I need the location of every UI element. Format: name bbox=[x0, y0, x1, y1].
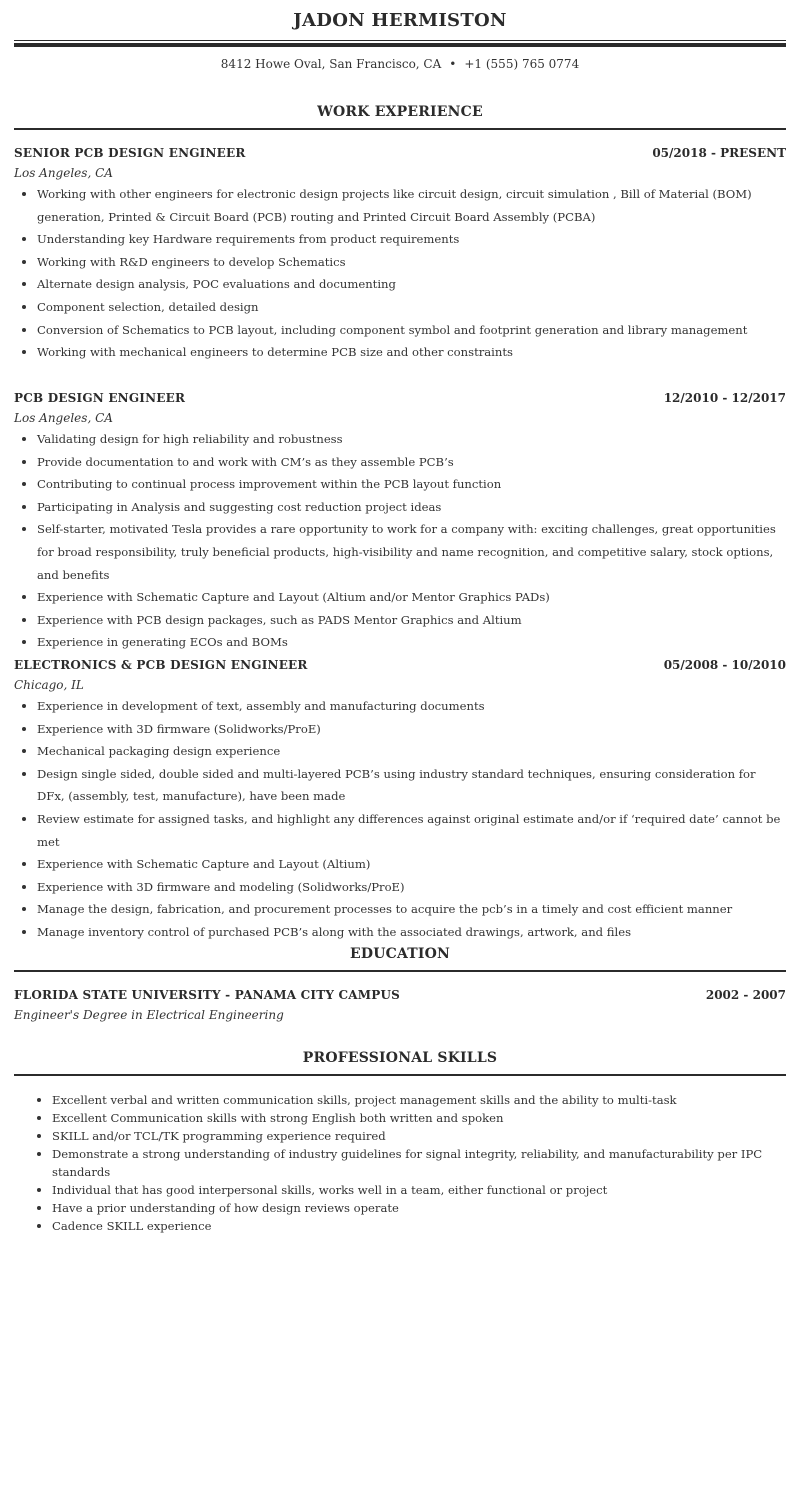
list-item: Individual that has good interpersonal skills, works well in a team, either functional or project bbox=[52, 1181, 786, 1199]
education-entry bbox=[14, 988, 786, 1025]
list-item: Working with R&D engineers to develop Schematics bbox=[37, 251, 786, 274]
list-item: SKILL and/or TCL/TK programming experience required bbox=[52, 1127, 786, 1145]
job-entry bbox=[14, 658, 786, 944]
contact-separator: • bbox=[449, 57, 457, 71]
phone: +1 (555) 765 0774 bbox=[464, 57, 580, 71]
skills-list bbox=[14, 1091, 786, 1235]
section-rule-education bbox=[14, 970, 786, 972]
skills-block bbox=[14, 1091, 786, 1235]
job-dates: 12/2010 - 12/2017 bbox=[663, 391, 786, 405]
list-item: Validating design for high reliability and robustness bbox=[37, 428, 786, 451]
school-name: FLORIDA STATE UNIVERSITY - PANAMA CITY CAMPUS bbox=[14, 988, 400, 1002]
job-title: SENIOR PCB DESIGN ENGINEER bbox=[14, 146, 246, 160]
header-rule-thick bbox=[14, 43, 786, 47]
list-item: Component selection, detailed design bbox=[37, 296, 786, 319]
section-title-skills: PROFESSIONAL SKILLS bbox=[302, 1050, 498, 1066]
list-item: Cadence SKILL experience bbox=[52, 1217, 786, 1235]
list-item: Conversion of Schematics to PCB layout, including component symbol and footprint generation and library management bbox=[37, 319, 786, 342]
list-item: Design single sided, double sided and multi-layered PCB’s using industry standard techniques, ensuring consideration for DFx, (assembly, test, manufacture), have been made bbox=[37, 763, 786, 808]
list-item: Provide documentation to and work with CM’s as they assemble PCB’s bbox=[37, 451, 786, 474]
list-item: Experience with 3D firmware and modeling (Solidworks/ProE) bbox=[37, 876, 786, 899]
list-item: Mechanical packaging design experience bbox=[37, 740, 786, 763]
candidate-name: JADON HERMISTON bbox=[293, 10, 507, 31]
job-entry bbox=[14, 146, 786, 364]
section-title-education: EDUCATION bbox=[349, 946, 451, 962]
list-item: Excellent verbal and written communication skills, project management skills and the ability to multi-task bbox=[52, 1091, 786, 1109]
list-item: Contributing to continual process improvement within the PCB layout function bbox=[37, 473, 786, 496]
list-item: Working with mechanical engineers to determine PCB size and other constraints bbox=[37, 341, 786, 364]
section-rule-work bbox=[14, 128, 786, 130]
list-item: Review estimate for assigned tasks, and highlight any differences against original estimate and/or if ‘required date’ cannot be met bbox=[37, 808, 786, 853]
job-location: Los Angeles, CA bbox=[14, 411, 113, 425]
education-dates: 2002 - 2007 bbox=[705, 988, 786, 1002]
job-dates: 05/2008 - 10/2010 bbox=[663, 658, 786, 672]
list-item: Experience with Schematic Capture and Layout (Altium and/or Mentor Graphics PADs) bbox=[37, 586, 786, 609]
list-item: Demonstrate a strong understanding of industry guidelines for signal integrity, reliability, and manufacturability per IPC standards bbox=[52, 1145, 786, 1181]
contact-line bbox=[14, 57, 786, 71]
job-title: PCB DESIGN ENGINEER bbox=[14, 391, 186, 405]
list-item: Working with other engineers for electronic design projects like circuit design, circuit simulation , Bill of Material (BOM) generation, Printed & Circuit Board (PCB) routing and Printed Circuit Board Assembly (PCBA) bbox=[37, 183, 786, 228]
job-header bbox=[14, 146, 786, 164]
list-item: Alternate design analysis, POC evaluations and documenting bbox=[37, 273, 786, 296]
job-location: Chicago, IL bbox=[14, 678, 84, 692]
section-rule-skills bbox=[14, 1074, 786, 1076]
job-bullets bbox=[14, 183, 786, 364]
job-location: Los Angeles, CA bbox=[14, 166, 113, 180]
header-rule-thin bbox=[14, 40, 786, 41]
list-item: Manage the design, fabrication, and procurement processes to acquire the pcb’s in a timely and cost efficient manner bbox=[37, 898, 786, 921]
job-header bbox=[14, 391, 786, 409]
list-item: Participating in Analysis and suggesting cost reduction project ideas bbox=[37, 496, 786, 519]
list-item: Experience in generating ECOs and BOMs bbox=[37, 631, 786, 654]
list-item: Excellent Communication skills with strong English both written and spoken bbox=[52, 1109, 786, 1127]
list-item: Experience with 3D firmware (Solidworks/ProE) bbox=[37, 718, 786, 741]
job-header bbox=[14, 658, 786, 676]
degree: Engineer's Degree in Electrical Engineering bbox=[14, 1008, 284, 1022]
job-title: ELECTRONICS & PCB DESIGN ENGINEER bbox=[14, 658, 308, 672]
list-item: Self-starter, motivated Tesla provides a rare opportunity to work for a company with: exciting challenges, great opportunities for broad responsibility, truly beneficial products, high-visibility and name recognition, and competitive salary, stock options, and benefits bbox=[37, 518, 786, 586]
education-header bbox=[14, 988, 786, 1006]
list-item: Experience with PCB design packages, such as PADS Mentor Graphics and Altium bbox=[37, 609, 786, 632]
list-item: Experience in development of text, assembly and manufacturing documents bbox=[37, 695, 786, 718]
job-bullets bbox=[14, 695, 786, 944]
list-item: Manage inventory control of purchased PCB’s along with the associated drawings, artwork, and files bbox=[37, 921, 786, 944]
job-entry bbox=[14, 391, 786, 654]
address: 8412 Howe Oval, San Francisco, CA bbox=[220, 57, 442, 71]
job-dates: 05/2018 - PRESENT bbox=[652, 146, 786, 160]
list-item: Understanding key Hardware requirements from product requirements bbox=[37, 228, 786, 251]
list-item: Have a prior understanding of how design reviews operate bbox=[52, 1199, 786, 1217]
list-item: Experience with Schematic Capture and Layout (Altium) bbox=[37, 853, 786, 876]
section-title-work: WORK EXPERIENCE bbox=[317, 104, 483, 120]
job-bullets bbox=[14, 428, 786, 654]
